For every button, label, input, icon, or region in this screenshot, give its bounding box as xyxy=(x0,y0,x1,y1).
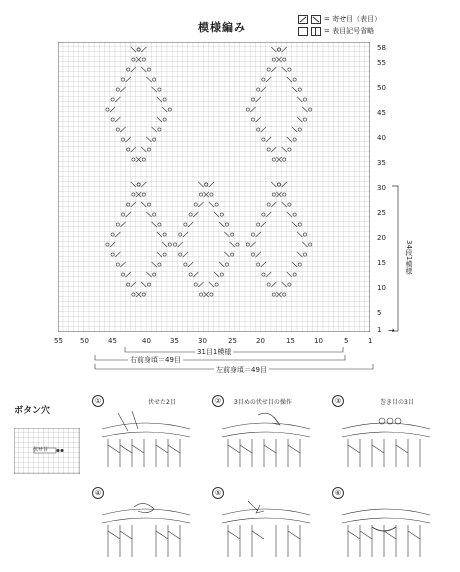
row-number: 1 xyxy=(377,326,382,334)
stitch-number: 45 xyxy=(108,337,117,345)
step-illustration xyxy=(338,409,434,469)
step-4 xyxy=(92,487,202,567)
step-number: ⑥ xyxy=(332,487,344,499)
step-note: 巻き目の3目 xyxy=(380,399,414,406)
buttonhole-chart-note: 伏せ目 xyxy=(33,447,49,453)
stitch-number: 15 xyxy=(286,337,295,345)
row-number: 58 xyxy=(377,44,386,52)
row-number: 45 xyxy=(377,109,386,117)
row-number: 15 xyxy=(377,259,386,267)
stitch-number: 50 xyxy=(80,337,89,345)
row-number: 35 xyxy=(377,159,386,167)
legend xyxy=(298,14,381,36)
legend-knit-label: = 表目記号省略 xyxy=(324,27,375,35)
step-2 xyxy=(212,395,322,475)
stitch-number: 35 xyxy=(170,337,179,345)
step-6 xyxy=(332,487,442,567)
blank-square-icon xyxy=(298,27,308,36)
step-5 xyxy=(212,487,322,567)
buttonhole-title: ボタン穴 xyxy=(14,406,51,416)
decrease-right-icon xyxy=(311,15,321,24)
row-number: 25 xyxy=(377,209,386,217)
step-illustration xyxy=(218,409,314,469)
stitch-number: 5 xyxy=(344,337,349,345)
row-number: 55 xyxy=(377,59,386,67)
step-note: 伏せた2目 xyxy=(148,399,176,406)
stitch-number: 20 xyxy=(256,337,265,345)
chart-title: 模様編み xyxy=(198,21,246,34)
legend-decrease xyxy=(298,14,381,24)
step-illustration xyxy=(218,497,314,559)
stitch-number: 25 xyxy=(228,337,237,345)
row-repeat-label: 34段1模様 xyxy=(405,240,413,275)
step-3 xyxy=(332,395,442,475)
row-repeat-bracket xyxy=(392,185,404,335)
step-number: ② xyxy=(212,395,224,407)
step-illustration xyxy=(98,409,194,469)
row-number-column xyxy=(377,44,391,334)
stitch-number: 10 xyxy=(314,337,323,345)
stitch-repeat-label: 31目1模様 xyxy=(197,348,232,356)
stitch-number: 1 xyxy=(368,337,373,345)
step-number: ⑤ xyxy=(212,487,224,499)
row-number: 5 xyxy=(377,309,382,317)
knitting-chart-grid xyxy=(58,42,370,332)
buttonhole-steps xyxy=(92,395,452,565)
step-illustration xyxy=(98,497,194,559)
legend-knit xyxy=(298,26,381,36)
row-number: 50 xyxy=(377,84,386,92)
step-number: ④ xyxy=(92,487,104,499)
stitch-number: 40 xyxy=(142,337,151,345)
step-note: 3目めの伏せ目の操作 xyxy=(234,399,292,406)
legend-decrease-label: = 寄せ目（表目） xyxy=(324,15,382,23)
step-illustration xyxy=(338,497,434,559)
right-front-label: 右前身頃＝49目 xyxy=(130,356,181,364)
stitch-number: 30 xyxy=(198,337,207,345)
row-number: 20 xyxy=(377,234,386,242)
left-front-label: 左前身頃＝49目 xyxy=(216,366,267,374)
row-arrow: → xyxy=(388,326,395,335)
knit-symbol-icon xyxy=(311,27,321,36)
step-number: ③ xyxy=(332,395,344,407)
row-number: 30 xyxy=(377,184,386,192)
row-number: 10 xyxy=(377,284,386,292)
decrease-left-icon xyxy=(298,15,308,24)
step-number: ① xyxy=(92,395,104,407)
stitch-number: 55 xyxy=(54,337,63,345)
step-1 xyxy=(92,395,202,475)
row-number: 40 xyxy=(377,134,386,142)
